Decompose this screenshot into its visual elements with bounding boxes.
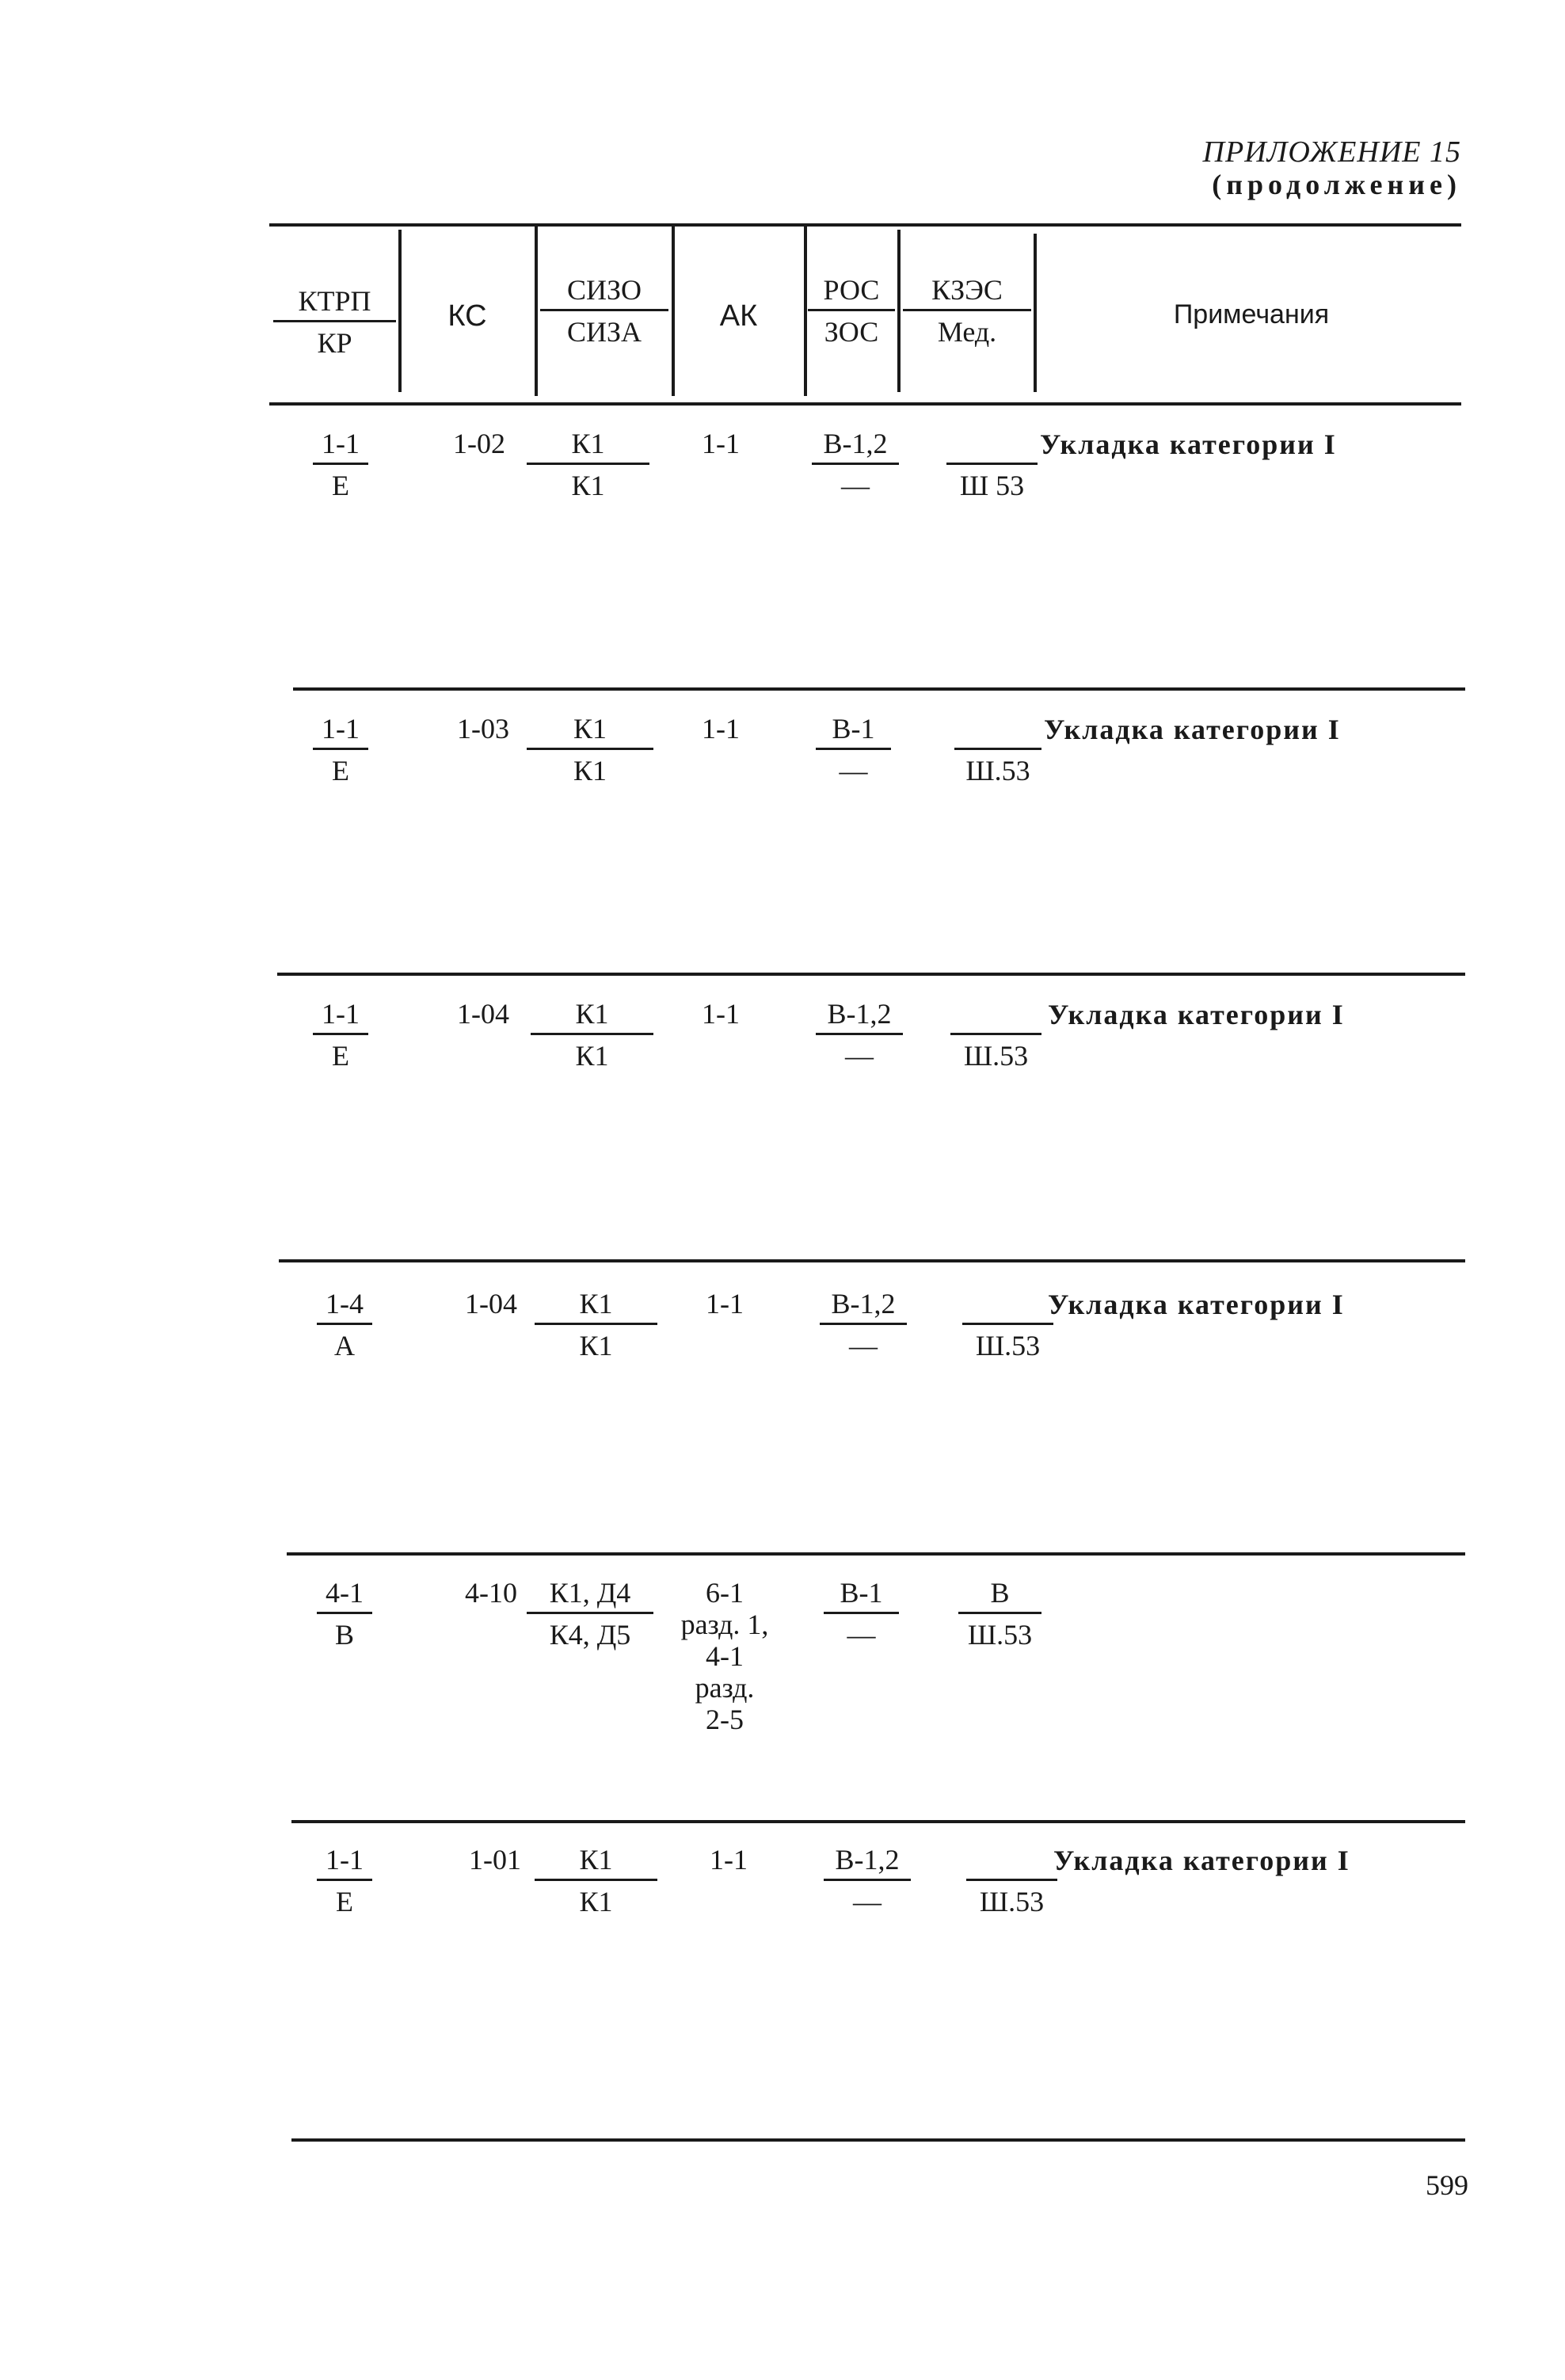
cell-ros: В-1,2 — <box>816 1000 903 1070</box>
header-ros: РОС <box>808 276 895 311</box>
cell-kzes: В Ш.53 <box>958 1578 1041 1649</box>
cell-notes: Укладка категории I <box>1044 714 1341 745</box>
cell-ros: В-1 — <box>816 714 891 785</box>
row-separator <box>277 973 1465 976</box>
cell-ak: 1-1 <box>706 1288 744 1319</box>
header-sizo: СИЗО <box>540 276 668 311</box>
header-sizo-siza <box>540 276 668 346</box>
cell-ks: 1-01 <box>469 1844 521 1875</box>
cell-sizo: К1, Д4 К4, Д5 <box>527 1578 653 1649</box>
cell-ktrp: 1-1 Е <box>313 1000 368 1070</box>
header-kzes-med <box>903 276 1031 346</box>
cell-ak: 1-1 <box>702 713 740 744</box>
header-ktrp-kr <box>273 287 396 357</box>
header-siza: СИЗА <box>566 316 642 348</box>
cell-kzes: Ш.53 <box>966 1845 1057 1916</box>
cell-ks: 1-04 <box>457 998 509 1030</box>
cell-ros: В-1 — <box>824 1578 899 1649</box>
header-zos: ЗОС <box>824 316 879 348</box>
header-kr: КР <box>317 327 352 359</box>
appendix-subtitle: (продолжение) <box>1212 169 1461 200</box>
col-divider <box>1034 234 1037 392</box>
header-notes: Примечания <box>1173 299 1330 329</box>
col-divider <box>804 226 807 396</box>
row-separator <box>279 1259 1465 1262</box>
cell-sizo: К1 К1 <box>535 1289 657 1360</box>
cell-ros: В-1,2 — <box>824 1845 911 1916</box>
cell-kzes: Ш.53 <box>954 714 1041 785</box>
table-top-rule <box>269 223 1461 227</box>
header-ks: КС <box>447 299 487 333</box>
header-ros-zos <box>808 276 895 346</box>
cell-ks: 1-04 <box>465 1288 517 1319</box>
row-separator <box>287 1552 1465 1556</box>
cell-ktrp: 1-1 Е <box>313 714 368 785</box>
cell-ktrp: 1-1 Е <box>317 1845 372 1916</box>
cell-ks: 1-03 <box>457 713 509 744</box>
cell-sizo: К1 К1 <box>535 1845 657 1916</box>
appendix-title: ПРИЛОЖЕНИЕ 15 <box>1202 135 1461 169</box>
cell-notes: Укладка категории I <box>1048 999 1345 1030</box>
col-divider <box>398 230 402 392</box>
col-divider <box>897 230 901 392</box>
cell-ak: 1-1 <box>702 428 740 459</box>
row-separator <box>291 1820 1465 1823</box>
cell-kzes: Ш 53 <box>946 429 1038 500</box>
table-bottom-rule <box>291 2138 1465 2142</box>
header-ktrp: КТРП <box>273 287 396 322</box>
cell-sizo: К1 К1 <box>531 1000 653 1070</box>
page-number: 599 <box>1426 2169 1468 2201</box>
cell-kzes: Ш.53 <box>962 1289 1053 1360</box>
cell-ktrp: 1-1 Е <box>313 429 368 500</box>
cell-ros: В-1,2 — <box>812 429 899 500</box>
row-separator <box>293 687 1465 691</box>
cell-notes: Укладка категории I <box>1040 428 1337 460</box>
cell-ktrp: 1-4 А <box>317 1289 372 1360</box>
header-kzes: КЗЭС <box>903 276 1031 311</box>
cell-ks: 4-10 <box>465 1577 517 1609</box>
cell-ak: 1-1 <box>710 1844 748 1875</box>
cell-sizo: К1 К1 <box>527 429 649 500</box>
cell-kzes: Ш.53 <box>950 1000 1041 1070</box>
cell-notes: Укладка категории I <box>1048 1289 1345 1320</box>
cell-ak: 1-1 <box>702 998 740 1030</box>
cell-ktrp: 4-1 В <box>317 1578 372 1649</box>
cell-sizo: К1 К1 <box>527 714 653 785</box>
cell-notes: Укладка категории I <box>1053 1845 1350 1876</box>
table-header-bottom-rule <box>269 402 1461 406</box>
header-ak: АК <box>719 299 758 333</box>
col-divider <box>672 226 675 396</box>
cell-ks: 1-02 <box>453 428 505 459</box>
header-med: Мед. <box>937 316 997 348</box>
cell-ros: В-1,2 — <box>820 1289 907 1360</box>
col-divider <box>535 226 538 396</box>
